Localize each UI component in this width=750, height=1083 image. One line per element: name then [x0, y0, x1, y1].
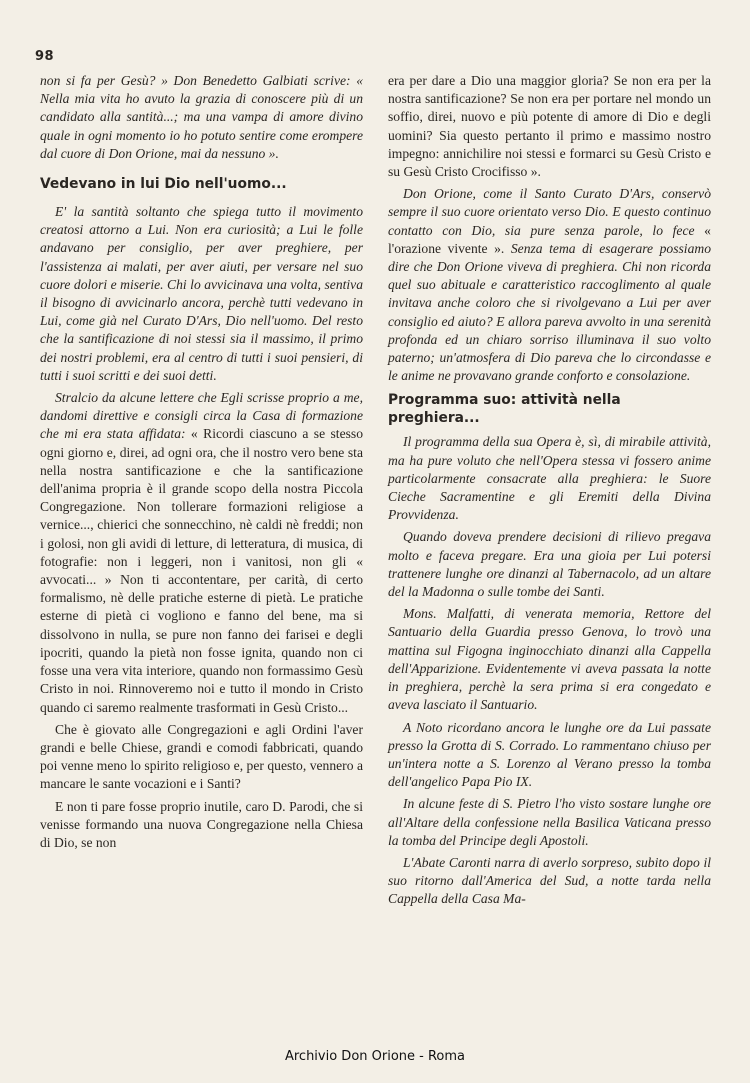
paragraph: Mons. Malfatti, di venerata memoria, Rettore del Santuario della Guardia presso Genova, lo trovò una mattina sul Figogna inginocchiato dinanzi alla Cappella dell'Apparizione. Evidentemente vi aveva passata la notte in preghiera, perchè la sera prima si era congedato e aveva lasciato il Santuario.	[388, 606, 711, 713]
paragraph: E' la santità soltanto che spiega tutto il movimento creatosi attorno a Lui. Non era curiosità; a Lui le folle andavano per consiglio, per aver preghiere, per l'assistenza ai malati, per aver aiuti, per versare nel suo cuore dolori e miserie. Chi lo avvicinava una volta, sentiva il bisogno di avvicinarlo ancora, perchè tutti vedevano in Lui, come già nel Curato D'Ars, Dio nell'uomo. Del resto che la santificazione di noi stessi sia il massimo, il primo dei nostri problemi, era al centro di tutti i suoi pensieri, di tutti i suoi scritti e dei suoi detti.	[40, 204, 363, 383]
paragraph	[388, 185, 711, 385]
left-column	[40, 72, 363, 856]
archive-footer: Archivio Don Orione - Roma	[284, 1049, 466, 1064]
paragraph: E non ti pare fosse proprio inutile, caro D. Parodi, che si venisse formando una nuova Congregazione nella Chiesa di Dio, se non	[40, 798, 363, 850]
paragraph	[40, 389, 363, 717]
section-heading: Vedevano in lui Dio nell'uomo...	[40, 176, 287, 193]
paragraph: Che è giovato alle Congregazioni e agli Ordini l'aver grandi e belle Chiese, grandi e comodi fabbricati, quando poi venne meno lo spirito religioso e, per questo, vennero a mancare le sante vocazioni e i Santi?	[40, 721, 363, 792]
paragraph: A Noto ricordano ancora le lunghe ore da Lui passate presso la Grotta di S. Corrado. Lo rammentano chiuso per un'intera notte a S. Lorenzo al Verano presso la tomba dell'angelico Papa Pio IX.	[388, 719, 711, 790]
paragraph-italic-part: Don Orione, come il Santo Curato D'Ars, conservò sempre il suo cuore orientato verso Dio. E questo continuo contatto con Dio, sia pure senza parole, lo fece	[388, 186, 711, 238]
paragraph-italic-part: Stralcio da alcune lettere che Egli scrisse proprio a me, dandomi direttive e consigli circa la Casa di formazione che mi era stata affidata:	[40, 390, 363, 442]
paragraph: Il programma della sua Opera è, sì, di mirabile attività, ma ha pure voluto che nell'Opera stessa vi fossero anime particolarmente consacrate alla preghiera: le Suore Cieche Sacramentine e gli Eremiti della Divina Provvidenza.	[388, 434, 711, 523]
paragraph-italic-part: Senza tema di esagerare possiamo dire che Don Orione viveva di preghiera. Chi non ricorda quel suo abituale e caratteristico raccoglimento al quale invitava anche coloro che si rivolgevano a Lui per aver consiglio ed aiuto? E allora pareva avvolto in una serenità profonda ed un chiaro sorriso illuminava il suo volto paterno; un'atmosfera di Dio pareva che lo circondasse e le anime ne provavano grande conforto e consolazione.	[388, 240, 711, 384]
paragraph: Quando doveva prendere decisioni di rilievo pregava molto e faceva pregare. Era una gioia per Lui potersi trattenere lunghe ore dinanzi al Tabernacolo, ad un altare del la Madonna o sulle tombe dei Santi.	[388, 529, 711, 600]
paragraph: era per dare a Dio una maggior gloria? Se non era per la nostra santificazione? Se non era per portare nel mondo un soffio, direi, nuovo e più potente di amore di Dio e degli uomini? Sia questo pertanto il primo e massimo nostro impegno: annichilire noi stessi e formarci su Gesù Cristo e su Gesù Cristo Crocifisso ».	[388, 73, 711, 180]
paragraph: L'Abate Caronti narra di averlo sorpreso, subito dopo il suo ritorno dall'America del Sud, a notte tarda nella Cappella della Casa Ma-	[388, 854, 711, 907]
right-column	[388, 72, 711, 913]
section-heading: Programma suo: attività nella preghiera...	[388, 392, 621, 427]
paragraph: In alcune feste di S. Pietro l'ho visto sostare lunghe ore all'Altare della confessione nella Basilica Vaticana presso la tomba del Principe degli Apostoli.	[388, 796, 711, 848]
paragraph: non si fa per Gesù? » Don Benedetto Galbiati scrive: « Nella mia vita ho avuto la grazia di conoscere più di un candidato alla santità...; ma una vampa di amore divino quale in ogni momento io ho potuto sentire come erompere dal cuore di Don Orione, mai da nessuno ».	[40, 73, 363, 161]
paragraph-quote-part: « l'orazione vivente ».	[388, 222, 711, 256]
page-number: 98	[35, 49, 55, 64]
paragraph-quote-part: « Ricordi ciascuno a se stesso ogni giorno e, direi, ad ogni ora, che il nostro vero bene sta nella nostra santificazione e che la santificazione dell'anima propria è il grande scopo della nostra Piccola Congregazione. Non tollerare formazioni religiose a vernice..., chierici che sonnecchino, nè caldi nè freddi; non i golosi, non gli avidi di letture, di letteratura, di musica, di fotografie: non i leggeri, non i vanitosi, non gli « avvocati... » Non ti accontentare, per carità, di certo formalismo, nè delle pratiche esterne di pietà. Le pratiche esterne di pietà ci vogliono e fanno del bene, ma si dissolvono in nulla, se pure non fanno dei farisei e degli ipocriti, quando la pietà non fosse ignita, quando non ci fosse una vera vita interiore, quando non formassimo Gesù Cristo in noi. Rinnoveremo noi e tutto il mondo in Cristo quando ci saremo realmente trasformati in Gesù Cristo...	[40, 426, 363, 715]
